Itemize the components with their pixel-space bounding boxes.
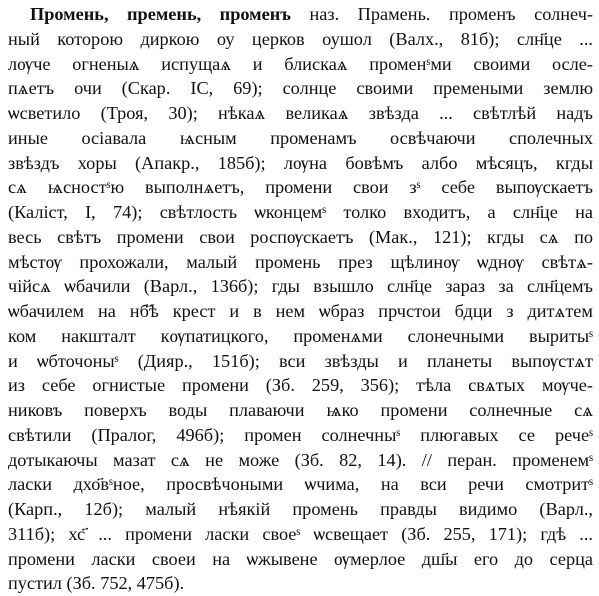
entry-line-3: лѹче огненыѧ испущаѧ и блискаѧ променˢми своими осле- <box>8 53 593 74</box>
entry-line-14: ком накшталт кѹпатицкого, променѧми слонечными выритыˢ <box>8 325 593 346</box>
entry-line-19: дотыкаючы мазат сѧ не може (Зб. 82, 14). // перан. променемˢ <box>8 449 593 470</box>
entry-line-4: пѧетъ очи (Скар. IC, 69); солнце своими премеными землю <box>8 78 593 99</box>
entry-line-10: весь свѣтъ промени свои роспѹскаетъ (Мак., 121); кгды сѧ по <box>8 226 593 247</box>
entry-line-5: ѡсветило (Троя, 30); нѣкаѧ великаѧ звѣзда ... свѣтлѣй надъ <box>8 103 593 123</box>
entry-line-2: ный которою диркою оу церков оушол (Валх., 81б); слн҃це ... <box>8 28 593 49</box>
entry-line-7: звѣздъ хоры (Апакр., 185б); лѹна бовѣмъ албо мѣсяцъ, кгды <box>8 152 593 173</box>
entry-headword: Промень, премень, променъ <box>30 4 291 24</box>
entry-line-24: пустил (Зб. 752, 475б). <box>8 573 185 594</box>
entry-line-6: иные осіавала ѩсным променамъ освѣчаючи сполечных <box>8 127 593 148</box>
entry-line-20: ласки дхо҃вˢное, просвѣчоными ѡчима, на вси речи смотритˢ <box>8 474 593 495</box>
entry-line-15: и ѡбточоныˢ (Дияр., 151б); вси звѣзды и планеты выпѹстѧт <box>8 350 593 371</box>
entry-line-23: промени ласки своеи на ѡжывене ѹмерлое дш҃ы его до серца <box>8 548 593 569</box>
entry-line-1-text: наз. Прамень. променъ солнеч- <box>309 4 593 24</box>
entry-line-13: ѡбачилем на нб҃ѣ крест и в нем ѡбраз прчстои бдци з дитѧтем <box>8 301 593 321</box>
entry-line-21: (Карп., 12б); малый нѣякій промень правды видимо (Варл., <box>8 499 593 519</box>
entry-line-9: (Каліст, І, 74); свѣтлость ѡконцемˢ толко входитъ, а слн҃це на <box>8 202 593 222</box>
dictionary-entry <box>8 2 593 594</box>
entry-line-12: чійсѧ ѡбачили (Варл., 136б); гды взышло слн҃це зараз за слн҃цемъ <box>8 276 593 297</box>
entry-line-22: 311б); хс҃ ... промени ласки своеˢ ѡсвещает (Зб. 255, 171); гдѣ ... <box>8 523 593 544</box>
entry-line-11: мѣстѹ прохожали, малый промень през щѣлинѹ ѡднѹ свѣтѧ- <box>8 251 593 272</box>
entry-line-16: из себе огнистые промени (Зб. 259, 356); тѣла свѧтых мѹче- <box>8 375 593 396</box>
entry-line-17: никовъ поверхъ воды плаваючи ѩко промени солнечные сѧ <box>8 400 593 420</box>
entry-line-8: сѧ ѩсностˢю выполнѧетъ, промени свои зˢ себе выпѹскаетъ <box>8 177 593 198</box>
entry-line-1 <box>8 2 593 27</box>
entry-line-18: свѣтили (Пралог, 496б); промен солнечныˢ плюгавых се речеˢ <box>8 424 593 445</box>
